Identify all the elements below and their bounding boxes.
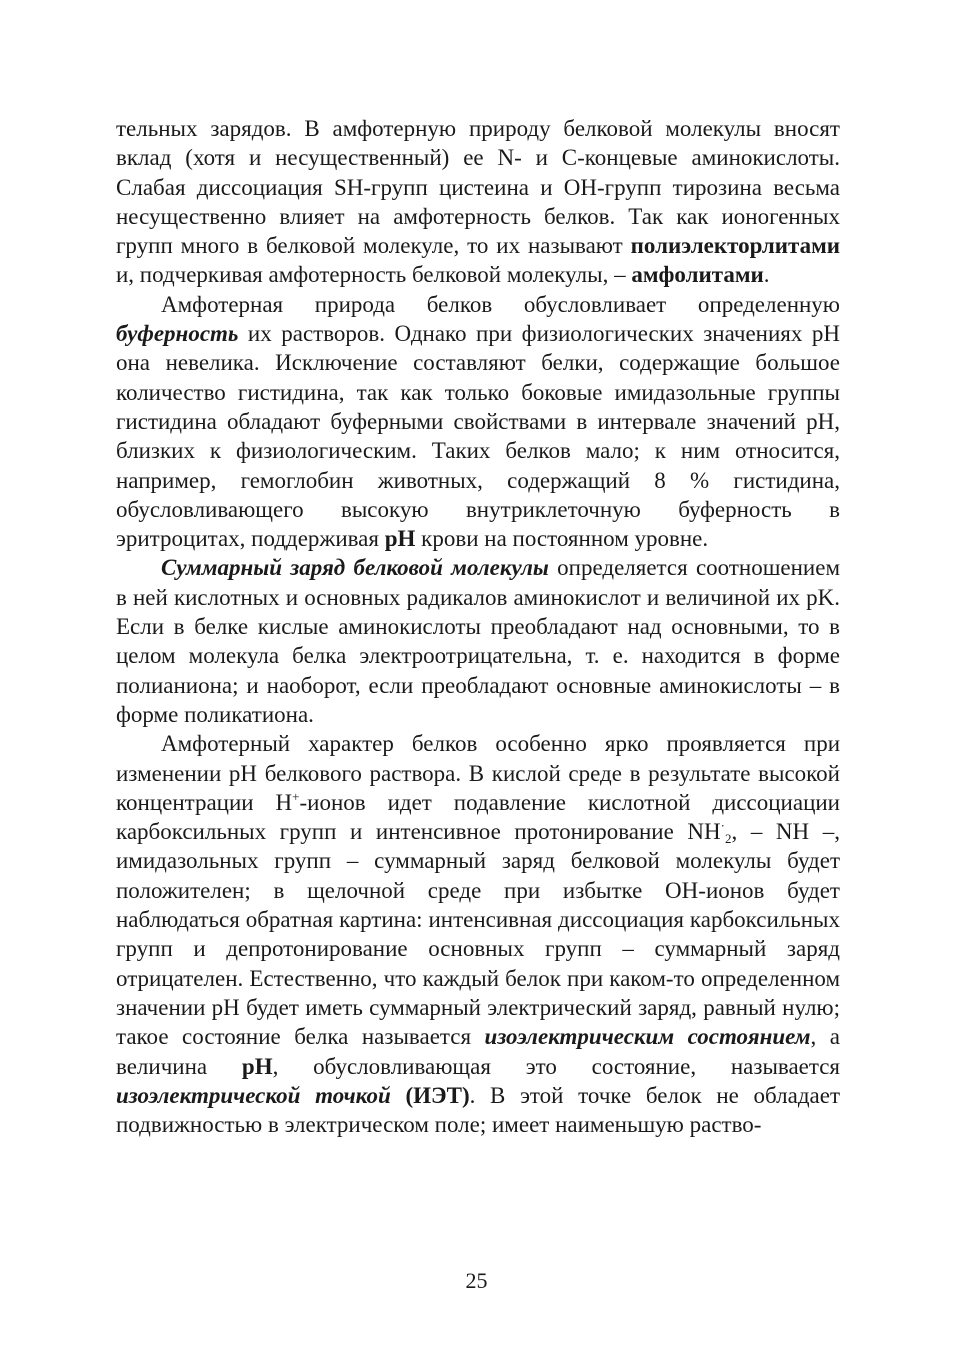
page-number: 25 bbox=[465, 1268, 488, 1293]
emphasis-term: буферность bbox=[116, 321, 239, 347]
emphasis-term: амфолитами bbox=[631, 262, 764, 288]
paragraph bbox=[116, 553, 840, 729]
emphasis-term: изоэлектрической точкой bbox=[116, 1082, 391, 1108]
emphasis-term: изоэлектрическим состоянием bbox=[484, 1024, 811, 1050]
text-run: их растворов. Однако при физиологических значениях pH она невелика. Исключение составляют белки, содержащие большое количество гистидина, так как только боковые имидазольные группы гистидина обладают буферными свойствами в интервале значений pH, близких к физиологическим. Таких белков мало; к ним относится, например, гемоглобин животных, содержащий 8 % гистидина, обусловливающего высокую внутриклеточную буферность в эритроцитах, поддерживая bbox=[116, 321, 840, 552]
text-run: Амфотерная природа белков обусловливает определенную bbox=[161, 291, 840, 317]
emphasis-term: pH bbox=[384, 526, 416, 552]
text-run bbox=[391, 1083, 406, 1108]
text-run: крови на постоянном уровне. bbox=[415, 526, 709, 552]
text-run: , – NH –, имидазольных групп – суммарный заряд белковой молекулы будет положителен; в щелочной среде при избытке OH-ионов будет наблюдаться обратная картина: интенсивная диссоциация карбоксильных групп и депротонирование основных групп – суммарный заряд отрицателен. Естественно, что каждый белок при каком-то определенном значении pH будет иметь суммарный электрический заряд, равный нулю; такое состояние белка называется bbox=[116, 819, 840, 1050]
text-run: тельных зарядов. В амфотерную природу белковой молекулы вносят вклад (хотя и несущественный) ее N- и C-концевые аминокислоты. Слабая диссоциация SH-групп цистеина и OH-групп тирозина весьма несущественно влияет на амфотерность белков. Так как ионогенных групп много в белковой молекуле, то их называют bbox=[116, 116, 840, 259]
text-run: и, подчеркивая амфотерность белковой молекулы, – bbox=[116, 262, 632, 288]
paragraph bbox=[116, 729, 840, 1139]
superscript: · bbox=[720, 818, 725, 834]
text-run: . bbox=[763, 262, 770, 288]
paragraph bbox=[116, 290, 840, 554]
text-run: , обусловливающая это состояние, называется bbox=[272, 1053, 840, 1079]
emphasis-term: (ИЭТ) bbox=[405, 1082, 470, 1108]
text-run: , а величина bbox=[116, 1024, 841, 1079]
page-body bbox=[116, 114, 840, 1139]
text-run: определяется соотношением в ней кислотных и основных радикалов аминокислот и величиной их pK. Если в белке кислые аминокислоты преобладают над основными, то в целом молекула белка электроотрицательна, т. е. находится в форме полианиона; и наоборот, если преобладают основные аминокислоты – в форме поликатиона. bbox=[116, 555, 841, 727]
text-run: Амфотерный характер белков особенно ярко проявляется при изменении pH белкового раствора. В кислой среде в результате высокой концентрации H bbox=[116, 731, 840, 815]
paragraph bbox=[116, 114, 840, 290]
subscript: 2 bbox=[724, 831, 732, 847]
emphasis-term: полиэлекторлитами bbox=[630, 233, 840, 259]
text-run: . В этой точке белок не обладает подвижностью в электрическом поле; имеет наименьшую раство- bbox=[116, 1082, 841, 1138]
text-run: -ионов идет подавление кислотной диссоциации карбоксильных групп и интенсивное протонирование NH bbox=[116, 789, 840, 845]
superscript: + bbox=[292, 788, 300, 804]
emphasis-term: Суммарный заряд белковой молекулы bbox=[161, 555, 549, 581]
emphasis-term: pH bbox=[241, 1053, 273, 1079]
